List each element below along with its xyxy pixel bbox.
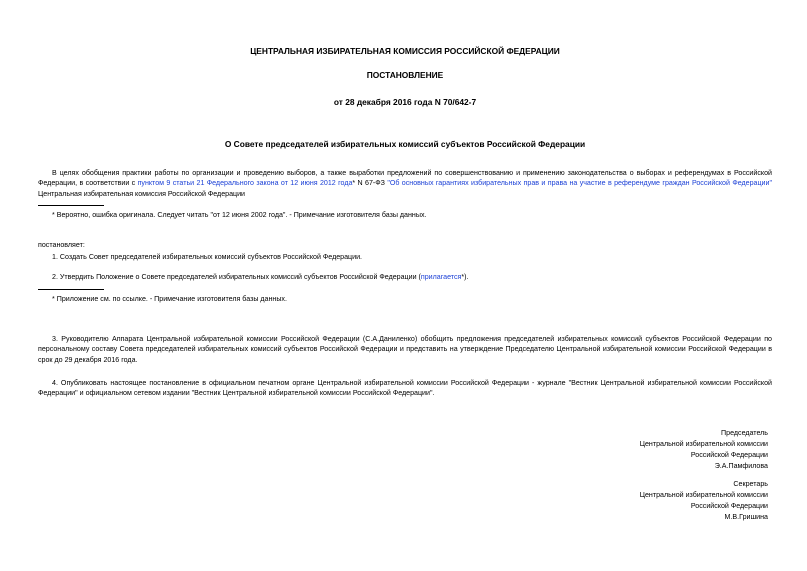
law-link[interactable]: пунктом 9 статьи 21 Федерального закона от 12 июня 2012 года bbox=[137, 179, 353, 188]
date-number: от 28 декабря 2016 года N 70/642-7 bbox=[333, 97, 477, 107]
footnote-divider-1 bbox=[38, 205, 104, 206]
resolves-label: постановляет: bbox=[38, 241, 85, 249]
chair-name: Э.А.Памфилова bbox=[714, 461, 768, 470]
guarantees-law-link[interactable]: "Об основных гарантиях избирательных прав и права на участие в референдуме граждан Российской Федерации" bbox=[387, 179, 772, 188]
secretary-org-line-2: Российской Федерации bbox=[690, 501, 768, 510]
document-page bbox=[38, 0, 772, 571]
org-name: ЦЕНТРАЛЬНАЯ ИЗБИРАТЕЛЬНАЯ КОМИССИЯ РОССИЙСКОЙ ФЕДЕРАЦИИ bbox=[250, 46, 560, 56]
item-2-text-1: 2. Утвердить Положение о Совете председателей избирательных комиссий субъектов Российской Федерации ( bbox=[52, 273, 421, 281]
item-1: 1. Создать Совет председателей избирательных комиссий субъектов Российской Федерации. bbox=[52, 253, 363, 261]
chair-org-line-1: Центральной избирательной комиссии bbox=[639, 439, 768, 448]
footnote-2: * Приложение см. по ссылке. - Примечание изготовителя базы данных. bbox=[52, 295, 287, 303]
item-2 bbox=[38, 272, 772, 282]
footnote-divider-2 bbox=[38, 289, 104, 290]
document-title: О Совете председателей избирательных комиссий субъектов Российской Федерации bbox=[224, 139, 586, 149]
secretary-position: Секретарь bbox=[733, 480, 768, 488]
item-3: 3. Руководителю Аппарата Центральной избирательной комиссии Российской Федерации (С.А.Даниленко) обобщить предложения председателей избирательных комиссий субъектов Российской Федерации по персональному составу Совета председателей избирательных комиссий субъектов Российской Федерации и представить на утверждение Председателю Центральной избирательной комиссии Российской Федерации в срок до 29 декабря 2016 года. bbox=[38, 335, 772, 364]
secretary-name: М.В.Гришина bbox=[724, 512, 768, 521]
preamble-text-2: * N 67-ФЗ bbox=[352, 179, 388, 188]
document-type: ПОСТАНОВЛЕНИЕ bbox=[366, 70, 444, 80]
secretary-org-line-1: Центральной избирательной комиссии bbox=[639, 490, 768, 499]
preamble-text-1: В целях обобщения практики работы по организации и проведению выборов, а также выработки предложений по совершенствованию и применению законодательства о выборах и референдумах в Российской Федерации, в соответствии с bbox=[38, 169, 772, 188]
preamble-text-3: Центральная избирательная комиссия Российской Федерации bbox=[38, 189, 246, 198]
signature-secretary bbox=[468, 479, 768, 523]
preamble bbox=[38, 168, 772, 199]
signature-chair bbox=[468, 428, 768, 472]
footnote-1: * Вероятно, ошибка оригинала. Следует читать "от 12 июня 2002 года". - Примечание изготовителя базы данных. bbox=[52, 211, 427, 219]
appendix-link[interactable]: прилагается bbox=[420, 273, 462, 281]
chair-position: Председатель bbox=[721, 429, 768, 437]
chair-org-line-2: Российской Федерации bbox=[690, 450, 768, 459]
item-2-text-2: *). bbox=[461, 273, 469, 281]
item-4: 4. Опубликовать настоящее постановление в официальном печатном органе Центральной избирательной комиссии Российской Федерации - журнале "Вестник Центральной избирательной комиссии Российской Федерации" и официальном сетевом издании "Вестник Центральной избирательной комиссии Российской Федерации". bbox=[38, 379, 772, 398]
